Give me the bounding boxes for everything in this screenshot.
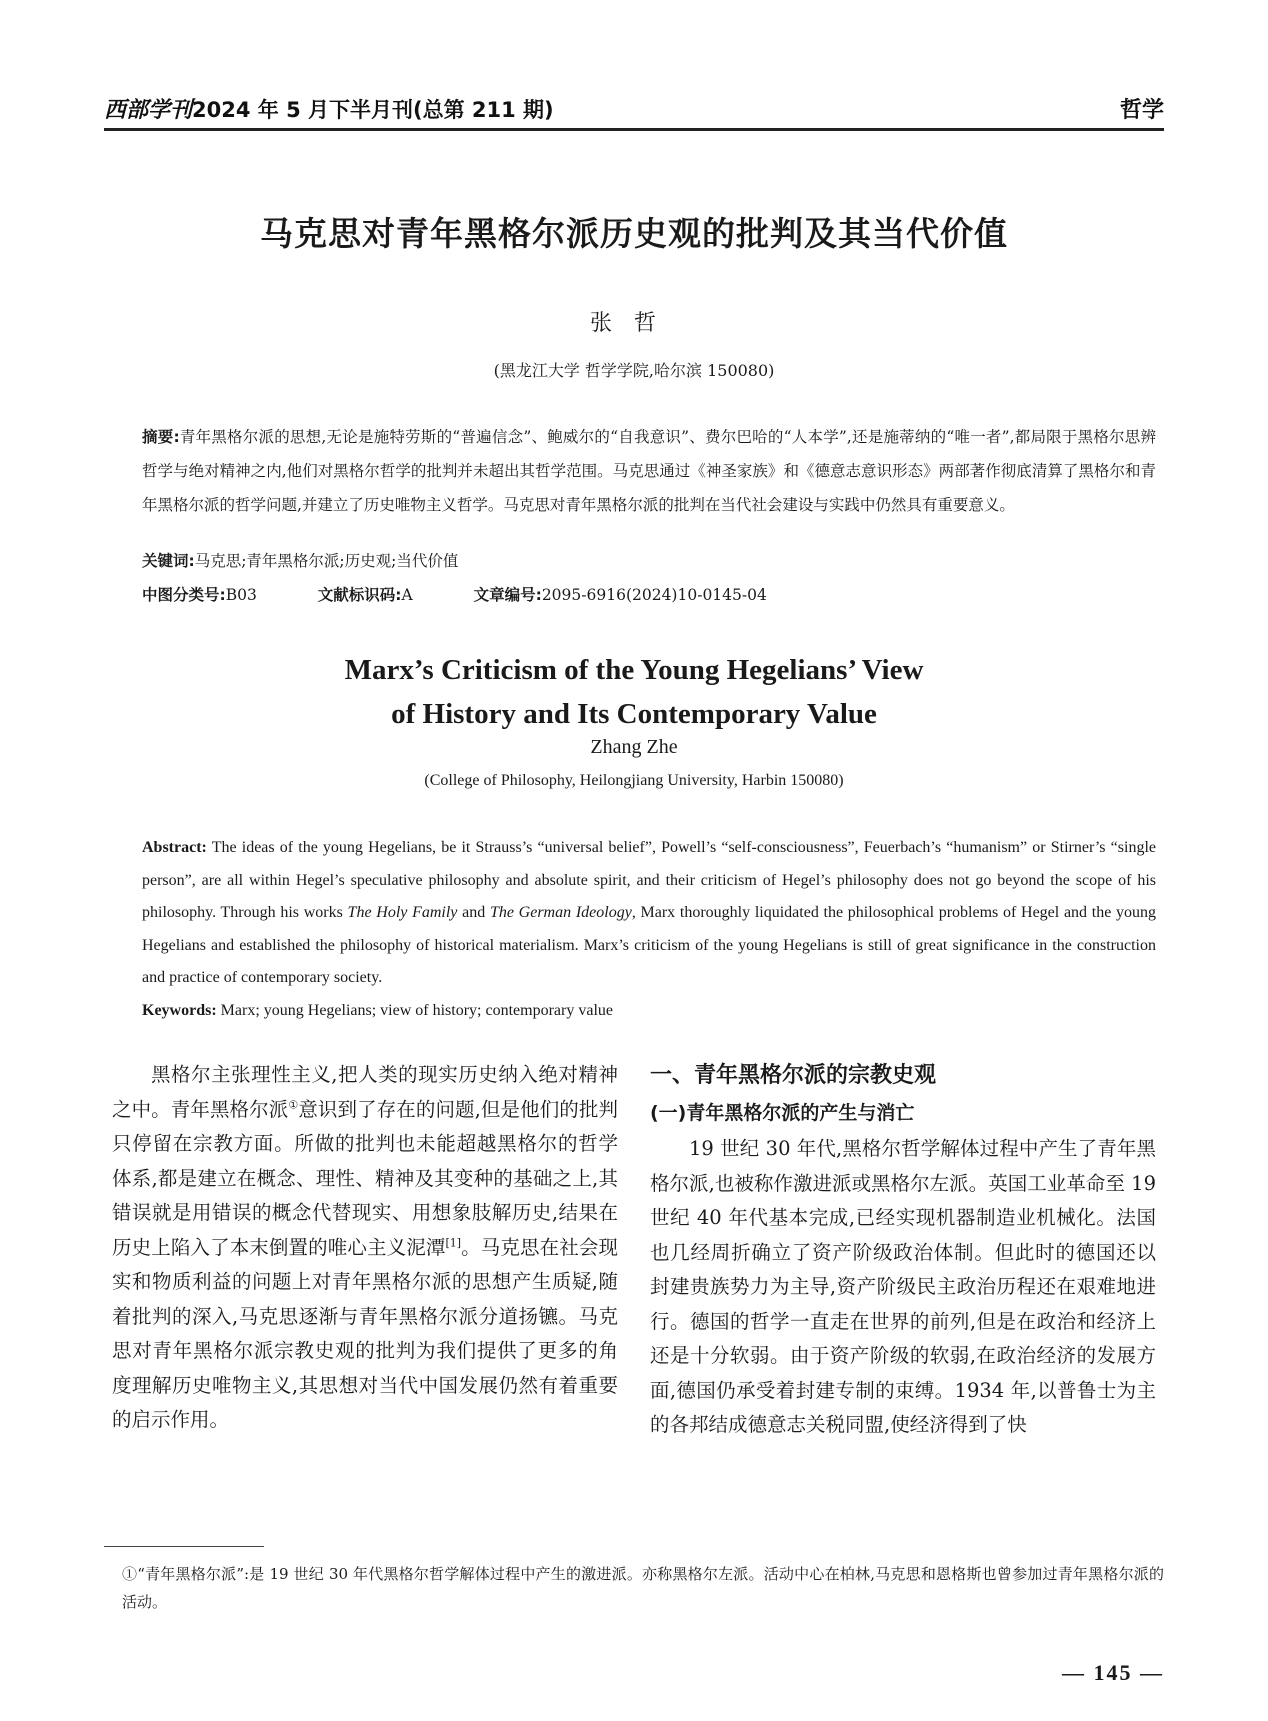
- running-header: [104, 88, 1164, 124]
- keywords-label-cn: 关键词:: [142, 552, 195, 570]
- keywords-text-cn: 马克思;青年黑格尔派;历史观;当代价值: [194, 552, 459, 570]
- intro-paragraph: 黑格尔主张理性主义,把人类的现实历史纳入绝对精神之中。青年黑格尔派①意识到了存在的问题,但是他们的批判只停留在宗教方面。所做的批判也未能超越黑格尔的哲学体系,都是建立在概念、理性、精神及其变种的基础之上,其错误就是用错误的概念代替现实、用想象肢解历史,结果在历史上陷入了本末倒置的唯心主义泥潭[1]。马克思在社会现实和物质利益的问题上对青年黑格尔派的思想产生质疑,随着批判的深入,马克思逐渐与青年黑格尔派分道扬镳。马克思对青年黑格尔派宗教史观的批判为我们提供了更多的角度理解历史唯物主义,其思想对当代中国发展仍然有着重要的启示作用。: [112, 1063, 618, 1431]
- abstract-text-cn: 青年黑格尔派的思想,无论是施特劳斯的“普遍信念”、鲍威尔的“自我意识”、费尔巴哈的“人本学”,还是施蒂纳的“唯一者”,都局限于黑格尔思辨哲学与绝对精神之内,他们对黑格尔哲学的批判并未超出其哲学范围。马克思通过《神圣家族》和《德意志意识形态》两部著作彻底清算了黑格尔和青年黑格尔派的哲学问题,并建立了历史唯物主义哲学。马克思对青年黑格尔派的批判在当代社会建设与实践中仍然具有重要意义。: [142, 428, 1156, 514]
- journal-logo-text: 西部学刊: [104, 97, 193, 123]
- section-label: 哲学: [1119, 98, 1164, 123]
- title-english-line2: of History and Its Contemporary Value: [391, 698, 877, 730]
- subsection-heading: (一)青年黑格尔派的产生与消亡: [650, 1102, 915, 1124]
- affiliation-english: (College of Philosophy, Heilongjiang University, Harbin 150080): [424, 772, 844, 789]
- issue-info: 2024 年 5 月下半月刊(总第 211 期): [192, 98, 554, 122]
- keywords-label-en: Keywords:: [142, 1002, 217, 1019]
- title-chinese: 马克思对青年黑格尔派历史观的批判及其当代价值: [260, 214, 1008, 253]
- reference-marker: [1]: [445, 1236, 462, 1249]
- abstract-english: Abstract: The ideas of the young Hegelians, be it Strauss’s “universal belief”, Powell’s “self-consciousness”, Feuerbach’s “humanism” or Stirner’s “single person”, are all within Hegel’s speculative philosophy and absolute spirit, and their criticism of Hegel’s philosophy does not go beyond the scope of his philosophy. Through his works The Holy Family and The German Ideology, Marx thoroughly liquidated the philosophical problems of Hegel and the young Hegelians and established the philosophy of historical materialism. Marx’s criticism of the young Hegelians is still of great significance in the construction and practice of contemporary society.: [142, 839, 1157, 986]
- clc-number: 中图分类号:B03: [142, 586, 257, 604]
- body-column-right: [650, 1058, 1156, 1443]
- footnote-marker: ①: [288, 1098, 299, 1111]
- work-title-holy-family: The Holy Family: [347, 904, 458, 921]
- header-rule: [104, 128, 1164, 131]
- section-heading: 一、青年黑格尔派的宗教史观: [650, 1063, 937, 1088]
- body-paragraph: 19 世纪 30 年代,黑格尔哲学解体过程中产生了青年黑格尔派,也被称作激进派或黑格尔左派。英国工业革命至 19 世纪 40 年代基本完成,已经实现机器制造业机械化。法国也几经周折确立了资产阶级政治体制。但此时的德国还以封建贵族势力为主导,资产阶级民主政治历程还在艰难地进行。德国的哲学一直走在世界的前列,但是在政治和经济上还是十分软弱。由于资产阶级的软弱,在政治经济的发展方面,德国仍承受着封建专制的束缚。1934 年,以普鲁士为主的各邦结成德意志关税同盟,使经济得到了快: [650, 1137, 1156, 1436]
- keywords-english: [142, 996, 1156, 1026]
- article-number: 文章编号:2095-6916(2024)10-0145-04: [473, 586, 767, 604]
- abstract-label-cn: 摘要:: [142, 428, 180, 446]
- abstract-label-en: Abstract:: [142, 839, 207, 856]
- footnote: ①“青年黑格尔派”:是 19 世纪 30 年代黑格尔哲学解体过程中产生的激进派。亦称黑格尔左派。活动中心在柏林,马克思和恩格斯也曾参加过青年黑格尔派的活动。: [122, 1565, 1164, 1611]
- title-english-line1: Marx’s Criticism of the Young Hegelians’ View: [344, 654, 924, 686]
- keywords-chinese: [142, 546, 1156, 576]
- author-english: Zhang Zhe: [590, 736, 678, 758]
- work-title-german-ideology: The German Ideology: [489, 904, 632, 921]
- page-number: — 145 —: [1062, 1660, 1164, 1685]
- document-code: 文献标识码:A: [317, 586, 413, 604]
- classification-line: [142, 580, 1156, 610]
- abstract-chinese: [142, 420, 1156, 522]
- keywords-text-en: Marx; young Hegelians; view of history; contemporary value: [216, 1002, 613, 1019]
- body-column-left: [112, 1058, 618, 1438]
- footnote-rule: [104, 1546, 264, 1547]
- title-english: [104, 648, 1164, 736]
- author-chinese: 张哲: [589, 311, 678, 336]
- affiliation-chinese: (黑龙江大学 哲学学院,哈尔滨 150080): [493, 361, 775, 380]
- journal-issue: [104, 93, 554, 124]
